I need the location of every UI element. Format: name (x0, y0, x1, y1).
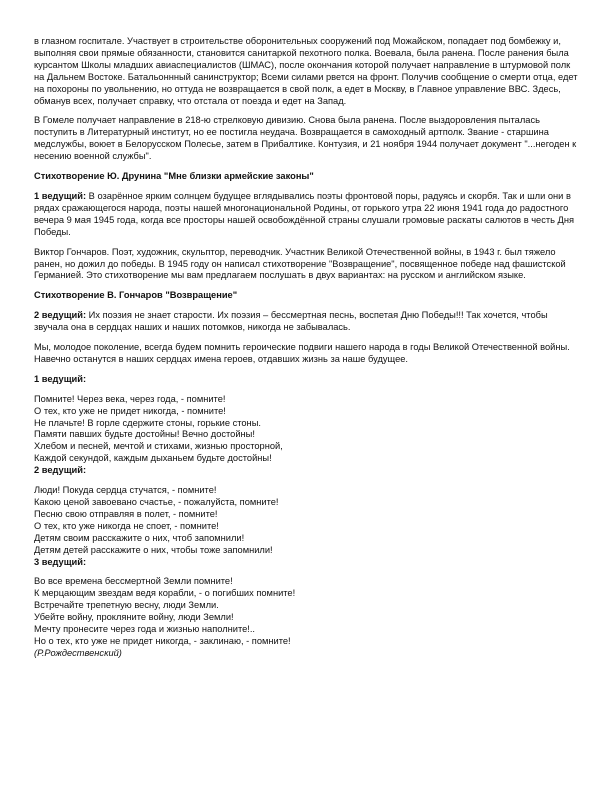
poem-line: Детям своим расскажите о них, чтоб запомнили! (34, 532, 245, 543)
poem-line: Мечту пронесите через года и жизнью наполните!.. (34, 624, 256, 635)
poem-line: Встречайте трепетную весну, люди Земли. (34, 600, 219, 611)
poem-author: (Р.Рождественский) (34, 647, 122, 658)
poem-line: Помните! Через века, через года, - помните! (34, 393, 226, 404)
biography-paragraph-1: в глазном госпитале. Участвует в строительстве оборонительных сооружений под Можайском, попадает под бомбежку и, выполняя свои прямые обязанности, становится санитаркой пехотного полка. Воевала, была ранена. После ранения была курсантом Школы младших авиаспециалистов (ШМАС), после окончания которой получает направление в штурмовой полк на Дальнем Востоке. Батальоннный санинструктор; Всеми силами рвется на фронт. Получив сообщение о смерти отца, едет на похороны по увольнению, но оттуда не возвращается в свой полк, а едет в Москву, в Главное управление ВВС. Здесь, обманув всех, получает справку, что отстала от поезда и едет на Запад. (34, 36, 578, 106)
poem-stanza-1 (34, 394, 580, 465)
poem-line: Хлебом и песней, мечтой и стихами, жизнью просторной, (34, 441, 283, 452)
poem-speaker-label-3: 3 ведущий: (34, 556, 87, 567)
poem-line: Детям детей расскажите о них, чтобы тоже запомнили! (34, 544, 273, 555)
biography-paragraph-2: В Гомеле получает направление в 218-ю стрелковую дивизию. Снова была ранена. После выздоровления пыталась поступить в Литературный институт, но ее постигла неудача. Возвращается в самоходный артполк. Звание - старшина медслужбы, воюет в Белорусском Полесье, затем в Прибалтике. Контузия, и 21 ноября 1944 получает документ "...негоден к несению военной службы". (34, 115, 577, 162)
poem-line: Памяти павших будьте достойны! Вечно достойны! (34, 429, 255, 440)
document-page (34, 36, 580, 660)
speaker-text: В озарённое ярким солнцем будущее вглядывались поэты фронтовой поры, радуясь и скорбя. Так и шли они в рядах сражающегося народа, поэты нашей многонациональной Родины, от горького утра 22 июня 1941 года до радостного вечера 9 мая 1945 года, когда все просторы нашей освобождённой страны слушали громовые раскаты салютов в честь Дня Победы. (34, 190, 575, 237)
poem-line: О тех, кто уже не придет никогда, - помните! (34, 405, 226, 416)
poem-line: Каждой секундой, каждым дыханьем будьте достойны! (34, 453, 272, 464)
poem-line: Но о тех, кто уже не придет никогда, - заклинаю, - помните! (34, 635, 291, 646)
speaker-paragraph-1 (34, 191, 580, 239)
poem-heading-drunina: Стихотворение Ю. Друнина "Мне близки армейские законы" (34, 171, 314, 182)
poem-line: Убейте войну, прокляните войну, люди Земли! (34, 612, 234, 623)
poem-line: Во все времена бессмертной Земли помните! (34, 576, 233, 587)
speaker-label: 1 ведущий: (34, 190, 87, 201)
poem-line: Песню свою отправляя в полет, - помните! (34, 508, 218, 519)
poem-line: Не плачьте! В горле сдержите стоны, горькие стоны. (34, 417, 261, 428)
speaker-paragraph-2 (34, 310, 580, 334)
poem-line: К мерцающим звездам ведя корабли, - о погибших помните! (34, 588, 296, 599)
poem-speaker-label-2: 2 ведущий: (34, 465, 87, 476)
young-generation-paragraph: Мы, молодое поколение, всегда будем помнить героические подвиги нашего народа в годы Великой Отечественной войны. Навечно останутся в наших сердцах имена героев, отдавших жизнь за наше будущее. (34, 342, 570, 364)
poem-line: Люди! Покуда сердца стучатся, - помните! (34, 485, 217, 496)
poem-line: Какою ценой завоевано счастье, - пожалуйста, помните! (34, 497, 279, 507)
poem-speaker-label-1: 1 ведущий: (34, 373, 87, 384)
speaker-text: Их поэзия не знает старости. Их поэзия – бессмертная песнь, воспетая Дню Победы!!! Так хочется, чтобы звучала она в сердцах наших и наших потомков, никогда не забывалась. (34, 310, 548, 333)
goncharov-paragraph: Виктор Гончаров. Поэт, художник, скульптор, переводчик. Участник Великой Отечественной войны, в 1943 г. был тяжело ранен, но дожил до победы. В 1945 году он написал стихотворение "Возвращение", посвященное победе над фашистской Германией. Это стихотворение мы вам предлагаем послушать в двух вариантах: на русском и английском языке. (34, 246, 566, 281)
speaker-label: 2 ведущий: (34, 310, 87, 321)
poem-stanza-2 (34, 485, 580, 556)
poem-stanza-3 (34, 576, 580, 659)
poem-line: О тех, кто уже никогда не споет, - помните! (34, 520, 219, 531)
poem-heading-goncharov: Стихотворение В. Гончаров "Возвращение" (34, 290, 238, 301)
